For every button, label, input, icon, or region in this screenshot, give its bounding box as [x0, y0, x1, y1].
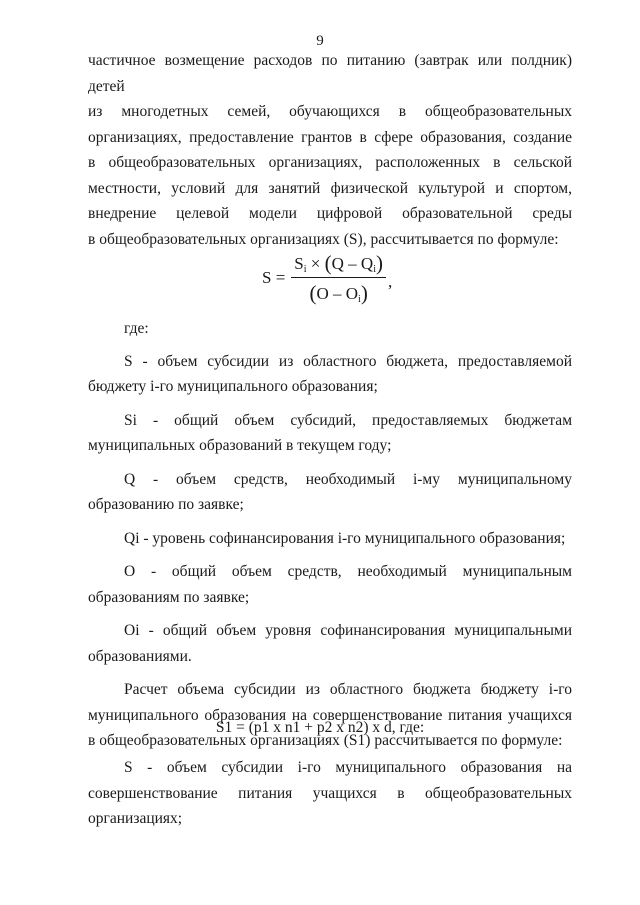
where-label: где:: [124, 320, 149, 337]
formula-lhs: S =: [262, 267, 286, 287]
paren-open: (: [324, 251, 332, 275]
numerator-times: ×: [310, 254, 321, 273]
numerator-s: S: [294, 254, 304, 273]
definition-q: Q - объем средств, необходимый i-му муниципальному образованию по заявке;: [88, 470, 572, 513]
intro-line: частичное возмещение расходов по питанию (завтрак или полдник) детей: [88, 52, 572, 95]
formula-denominator: [306, 278, 370, 305]
definition-qi: Qi - уровень софинансирования i-го муниципального образования;: [124, 529, 566, 547]
definition-oi: Oi - общий объем уровня софинансирования муниципальными образованиями.: [88, 622, 572, 665]
paren-close: ): [360, 281, 368, 305]
numerator-q-subscript: i: [373, 264, 376, 275]
formula-fraction: [291, 250, 386, 305]
calc-paragraph: Расчет объема субсидии из областного бюджета бюджету i-го муниципального образования на совершенствование питания учащихся в общеобразовательных организациях (S1) рассчитывается по формуле:: [88, 681, 572, 749]
intro-paragraph: [88, 48, 572, 252]
intro-line: из многодетных семей, обучающихся в общеобразовательных: [88, 103, 572, 120]
definitions-block: [88, 316, 572, 754]
definition-o: O - общий объем средств, необходимый муниципальным образованиям по заявке;: [88, 563, 572, 606]
paren-close: ): [375, 251, 383, 275]
intro-line: местности, условий для занятий физической культурой и спортом,: [88, 179, 572, 197]
intro-line: внедрение целевой модели цифровой образовательной среды: [88, 205, 572, 222]
numerator-s-subscript: i: [303, 264, 307, 275]
formula-s1: S1 = (p1 x n1 + p2 x n2) x d, где:: [215, 719, 425, 736]
formula-numerator: [291, 250, 386, 278]
paren-open: (: [309, 281, 317, 305]
definition-s-final: S - объем субсидии i-го муниципального образования на совершенствование питания учащихся в общеобразовательных организациях;: [88, 759, 572, 827]
numerator-q: Q – Q: [331, 254, 374, 273]
intro-line: организациях, предоставление грантов в сфере образования, создание: [88, 128, 572, 146]
final-definition-block: [88, 755, 572, 832]
intro-line: в общеобразовательных организациях (S), рассчитывается по формуле:: [88, 230, 559, 248]
formula-comma: ,: [387, 271, 393, 291]
formula-s: [262, 250, 392, 305]
intro-line: в общеобразовательных организациях, расположенных в сельской: [88, 154, 572, 171]
denominator-o-subscript: i: [358, 294, 361, 305]
definition-si: Si - общий объем субсидий, предоставляемых бюджетам муниципальных образований в текущем году;: [88, 411, 572, 454]
page-number: 9: [316, 33, 324, 49]
denominator-o: O – O: [316, 284, 359, 303]
definition-s: S - объем субсидии из областного бюджета, предоставляемой бюджету i-го муниципального образования;: [88, 352, 572, 395]
